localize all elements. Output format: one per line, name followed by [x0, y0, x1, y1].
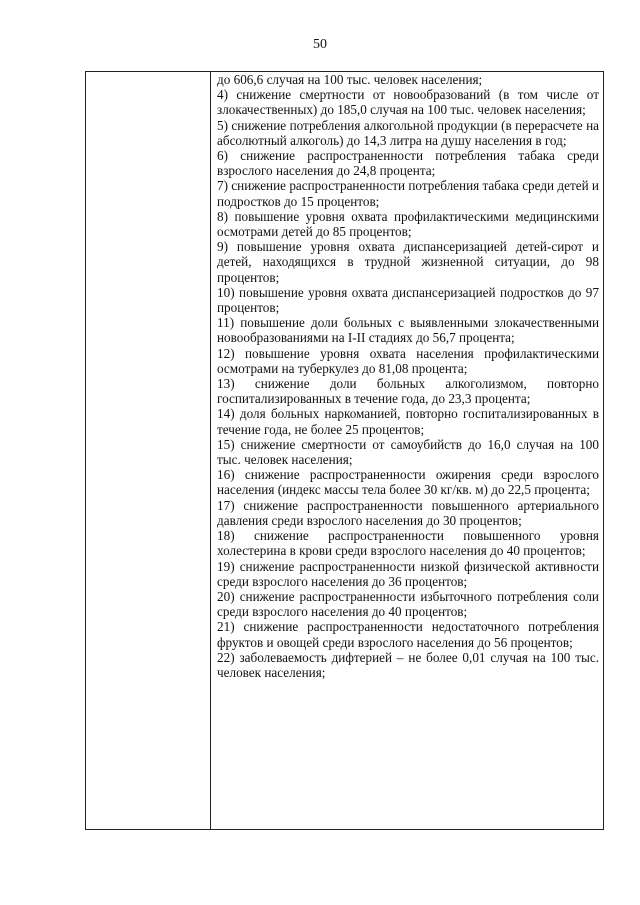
list-item: 15) снижение смертности от самоубийств до 16,0 случая на 100 тыс. человек населения;	[217, 436, 599, 468]
list-item: 17) снижение распространенности повышенного артериального давления среди взрослого населения до 30 процентов;	[217, 497, 599, 528]
list-item: 19) снижение распространенности низкой физической активности среди взрослого населения до 36 процентов;	[217, 558, 599, 589]
list-item: 10) повышение уровня охвата диспансеризацией подростков до 97 процентов;	[217, 284, 599, 316]
list-item: 12) повышение уровня охвата населения профилактическими осмотрами на туберкулез до 81,08 процента;	[217, 345, 599, 376]
target-indicator-list	[211, 72, 603, 680]
list-item: 14) доля больных наркоманией, повторно госпитализированных в течение года, не более 25 процентов;	[217, 406, 599, 437]
list-item: 6) снижение распространенности потребления табака среди взрослого населения до 24,8 процента;	[217, 148, 599, 179]
list-item: 11) повышение доли больных с выявленными злокачественными новообразованиями на I-II стадиях до 56,7 процента;	[217, 315, 599, 346]
list-item: 13) снижение доли больных алкоголизмом, повторно госпитализированных в течение года, до 23,3 процента;	[217, 376, 599, 407]
left-cell	[86, 72, 211, 830]
list-item: 4) снижение смертности от новообразований (в том числе от злокачественных) до 185,0 случая на 100 тыс. человек населения;	[217, 87, 599, 118]
right-cell	[211, 72, 604, 830]
list-item: 20) снижение распространенности избыточного потребления соли среди взрослого населения до 40 процентов;	[217, 588, 599, 620]
list-item: 21) снижение распространенности недостаточного потребления фруктов и овощей среди взрослого населения до 56 процентов;	[217, 619, 599, 650]
list-item: 22) заболеваемость дифтерией – не более 0,01 случая на 100 тыс. человек населения;	[217, 649, 599, 680]
list-item: 16) снижение распространенности ожирения среди взрослого населения (индекс массы тела более 30 кг/кв. м) до 22,5 процента;	[217, 467, 599, 498]
list-item: 18) снижение распространенности повышенного уровня холестерина в крови среди взрослого населения до 40 процентов;	[217, 528, 599, 559]
list-item: 8) повышение уровня охвата профилактическими медицинскими осмотрами детей до 85 процентов;	[217, 208, 599, 240]
list-item: 7) снижение распространенности потребления табака среди детей и подростков до 15 процентов;	[217, 178, 599, 209]
list-item: 9) повышение уровня охвата диспансеризацией детей-сирот и детей, находящихся в трудной жизненной ситуации, до 98 процентов;	[217, 239, 599, 285]
document-table	[85, 71, 604, 830]
page-number: 50	[313, 37, 327, 52]
table-row	[86, 72, 604, 830]
list-item: 5) снижение потребления алкогольной продукции (в перерасчете на абсолютный алкоголь) до 14,3 литра на душу населения в год;	[217, 117, 599, 148]
list-item: до 606,6 случая на 100 тыс. человек населения;	[217, 72, 483, 87]
